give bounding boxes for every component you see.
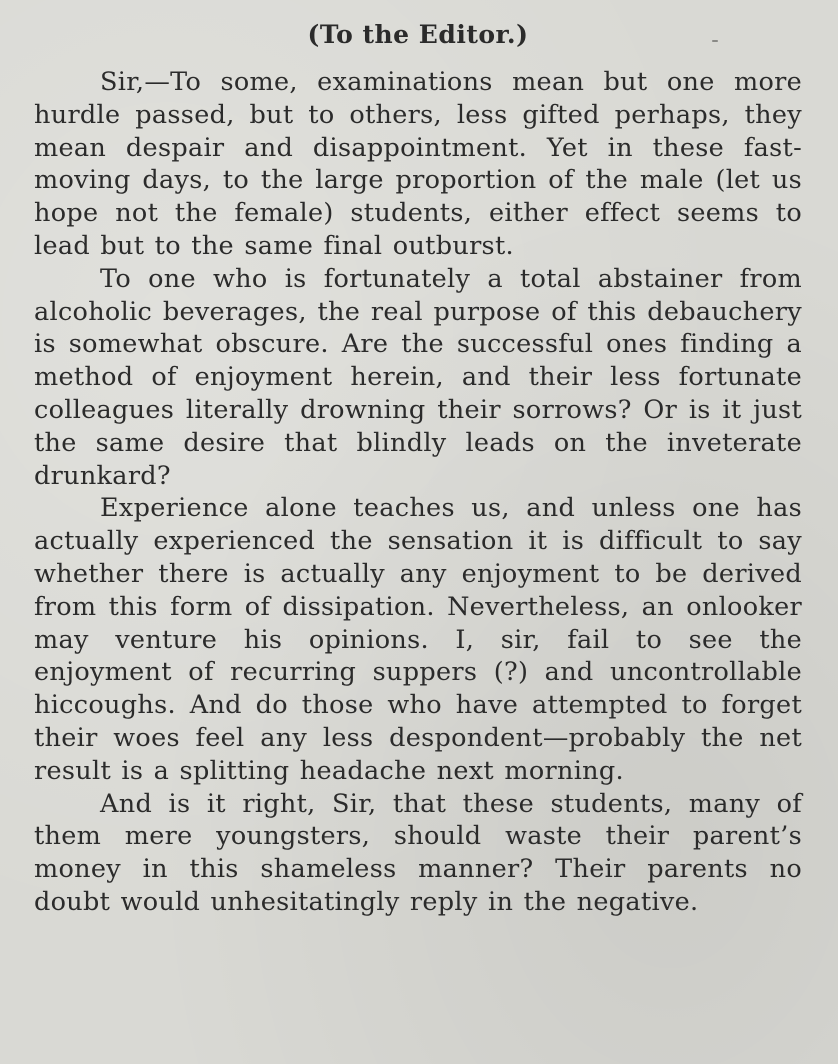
paragraph-3: Experience alone teaches us, and unless one has actually experienced the sensation it is difficult to say whether there is actually any enjoyment to be derived from this form of dissipation. Nevertheless, an onlooker may venture his opinions. I, sir, fail to see the enjoyment of recurring suppers (?) and uncontrollable hiccoughs. And do those who have attempted to forget their woes feel any less despondent—probably the net result is a splitting headache next morning.: [34, 493, 802, 786]
paragraph-1: Sir,—To some, examinations mean but one more hurdle passed, but to others, less gifted perhaps, they mean despair and disappointment. Yet in these fast-moving days, to the large proportion of the male (let us hope not the female) students, either effect seems to lead but to the same final outburst.: [34, 67, 802, 261]
letter-body: [34, 66, 802, 919]
paragraph-4: And is it right, Sir, that these students, many of them mere youngsters, should waste their parent’s money in this shameless manner? Their parents no doubt would unhesitatingly reply in the negative.: [34, 788, 802, 917]
paragraph-2: To one who is fortunately a total abstainer from alcoholic beverages, the real purpose of this debauchery is somewhat obscure. Are the successful ones finding a method of enjoyment herein, and their less fortunate colleagues literally drowning their sorrows? Or is it just the same desire that blindly leads on the inveterate drunkard?: [34, 263, 802, 491]
letter-heading: (To the Editor.): [307, 20, 529, 49]
paper-speck: [712, 40, 718, 42]
